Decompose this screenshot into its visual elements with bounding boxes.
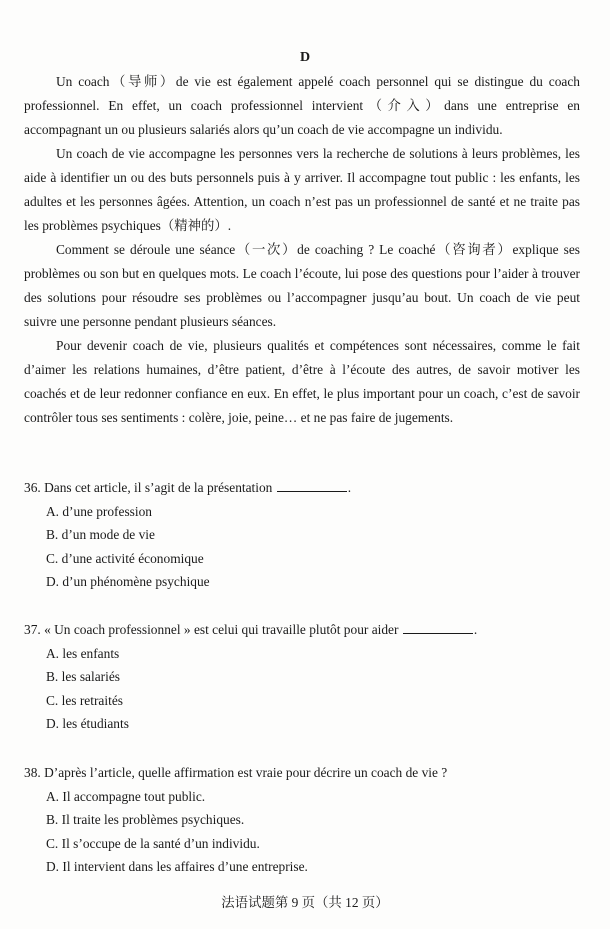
question-text: 37. « Un coach professionnel » est celui qui travaille plutôt pour aider [24, 622, 399, 637]
passage-paragraph: Un coach de vie accompagne les personnes vers la recherche de solutions à leurs problèmes, les aide à identifier un ou des buts personnels puis à y arriver. Il accompagne tout public : les enfants, les adultes et les personnes âgées. Attention, un coach n’est pas un professionnel de santé et ne traite pas les problèmes psychiques（精神的）. [24, 146, 580, 233]
option-a: A. d’une profession [46, 503, 152, 519]
answer-blank [403, 621, 473, 634]
passage-paragraph: Un coach（导师）de vie est également appelé coach personnel qui se distingue du coach professionnel. En effet, un coach professionnel intervient（介入）dans une entreprise en accompagnant un ou plusieurs salariés alors qu’un coach de vie accompagne un individu. [24, 74, 580, 137]
question-38 [24, 761, 580, 879]
question-text: 38. D’après l’article, quelle affirmation est vraie pour décrire un coach de vie ? [24, 765, 448, 780]
question-37 [24, 618, 580, 736]
option-c: C. d’une activité économique [46, 550, 204, 566]
option-a: A. Il accompagne tout public. [46, 788, 206, 804]
answer-blank [277, 479, 347, 492]
option-c: C. les retraités [46, 692, 123, 708]
passage-paragraph: Comment se déroule une séance（一次）de coaching ? Le coaché（咨询者）explique ses problèmes ou son but en quelques mots. Le coach l’écoute, lui pose des questions pour l’aider à trouver des solutions pour résoudre ses problèmes ou l’accompagner jusqu’au bout. Un coach de vie peut suivre une personne pendant plusieurs séances. [24, 242, 580, 329]
option-d: D. les étudiants [46, 716, 129, 731]
question-stem [24, 476, 580, 500]
question-punctuation: . [347, 480, 352, 495]
question-punctuation: . [473, 622, 478, 637]
option-a: A. les enfants [46, 645, 120, 661]
page-footer: 法语试题第 9 页（共 12 页） [221, 895, 389, 910]
passage-paragraph: Pour devenir coach de vie, plusieurs qualités et compétences sont nécessaires, comme le fait d’aimer les relations humaines, d’être patient, d’être à l’écoute des autres, de savoir motiver les coachés et de leur redonner confiance en eux. En effet, le plus important pour un coach, c’est de savoir contrôler tous ses sentiments : colère, joie, peine… et ne pas faire de jugements. [24, 338, 580, 425]
option-list [24, 785, 580, 879]
question-stem [24, 618, 580, 642]
question-stem [24, 761, 580, 785]
option-c: C. Il s’occupe de la santé d’un individu. [46, 835, 260, 851]
option-list [24, 500, 580, 594]
section-heading: D [299, 50, 311, 65]
option-b: B. les salariés [46, 669, 121, 684]
option-list [24, 642, 580, 736]
reading-passage [24, 70, 580, 430]
option-d: D. Il intervient dans les affaires d’une entreprise. [46, 859, 308, 874]
option-b: B. Il traite les problèmes psychiques. [46, 812, 245, 827]
option-d: D. d’un phénomène psychique [46, 574, 210, 589]
question-36 [24, 476, 580, 594]
question-text: 36. Dans cet article, il s’agit de la présentation [24, 480, 273, 495]
option-b: B. d’un mode de vie [46, 527, 155, 542]
